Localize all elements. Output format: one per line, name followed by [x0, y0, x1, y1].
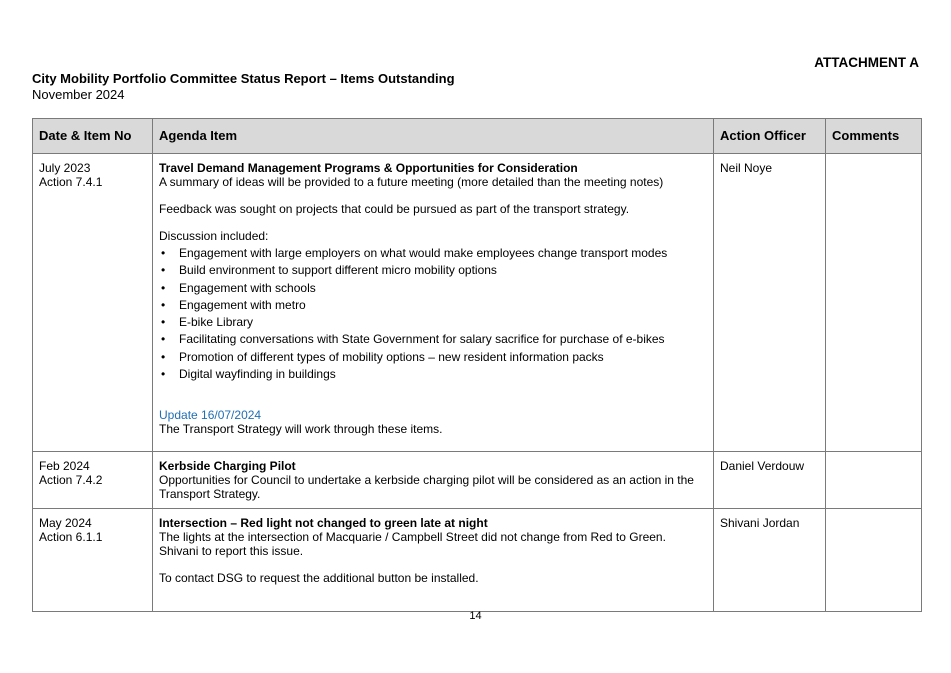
column-header-agenda: Agenda Item: [153, 119, 714, 154]
list-item: • Promotion of different types of mobility options – new resident information packs: [159, 350, 707, 364]
list-item: • Engagement with metro: [159, 298, 707, 312]
item-date: May 2024: [39, 516, 92, 530]
date-cell: [33, 154, 153, 452]
officer-cell: Shivani Jordan: [714, 509, 826, 612]
update-label: Update 16/07/2024: [159, 408, 262, 423]
list-item: • Facilitating conversations with State Government for salary sacrifice for purchase of e-bikes: [159, 332, 707, 346]
update-text: The Transport Strategy will work through these items.: [159, 422, 443, 437]
column-header-officer: Action Officer: [714, 119, 826, 154]
attachment-label: ATTACHMENT A: [814, 55, 919, 70]
list-item: • Digital wayfinding in buildings: [159, 367, 707, 381]
agenda-cell: [153, 509, 714, 612]
list-item: • Build environment to support different micro mobility options: [159, 263, 707, 277]
list-item: • Engagement with schools: [159, 281, 707, 295]
status-table: [32, 118, 922, 612]
list-item: • Engagement with large employers on what would make employees change transport modes: [159, 246, 707, 260]
discussion-label: Discussion included:: [159, 229, 269, 243]
agenda-text: Opportunities for Council to undertake a kerbside charging pilot will be considered as an action in the Transport Strategy.: [159, 473, 694, 501]
report-date: November 2024: [32, 87, 125, 102]
agenda-title: Travel Demand Management Programs & Opportunities for Consideration: [159, 161, 578, 175]
report-title: City Mobility Portfolio Committee Status Report – Items Outstanding: [32, 71, 455, 86]
item-number: Action 7.4.2: [39, 473, 103, 487]
item-number: Action 7.4.1: [39, 175, 103, 189]
column-header-date: Date & Item No: [33, 119, 153, 154]
agenda-text: To contact DSG to request the additional button be installed.: [159, 571, 479, 585]
agenda-cell: [153, 452, 714, 509]
comments-cell: [826, 452, 922, 509]
date-cell: [33, 509, 153, 612]
date-cell: [33, 452, 153, 509]
agenda-text: A summary of ideas will be provided to a future meeting (more detailed than the meeting notes): [159, 175, 664, 189]
officer-cell: Daniel Verdouw: [714, 452, 826, 509]
column-header-comments: Comments: [826, 119, 922, 154]
item-date: Feb 2024: [39, 459, 90, 473]
comments-cell: [826, 154, 922, 452]
agenda-cell: [153, 154, 714, 452]
agenda-title: Intersection – Red light not changed to green late at night: [159, 516, 488, 530]
agenda-text: The lights at the intersection of Macquarie / Campbell Street did not change from Red to Green. Shivani to report this issue.: [159, 530, 666, 558]
table-row: [33, 154, 922, 452]
discussion-list: [159, 246, 707, 381]
table-row: [33, 452, 922, 509]
agenda-title: Kerbside Charging Pilot: [159, 459, 296, 473]
comments-cell: [826, 509, 922, 612]
page-number: 14: [469, 610, 482, 622]
table-row: [33, 509, 922, 612]
list-item: • E-bike Library: [159, 315, 707, 329]
table-header-row: [33, 119, 922, 154]
agenda-text: Feedback was sought on projects that could be pursued as part of the transport strategy.: [159, 202, 630, 216]
officer-cell: Neil Noye: [714, 154, 826, 452]
item-number: Action 6.1.1: [39, 530, 103, 544]
item-date: July 2023: [39, 161, 91, 175]
